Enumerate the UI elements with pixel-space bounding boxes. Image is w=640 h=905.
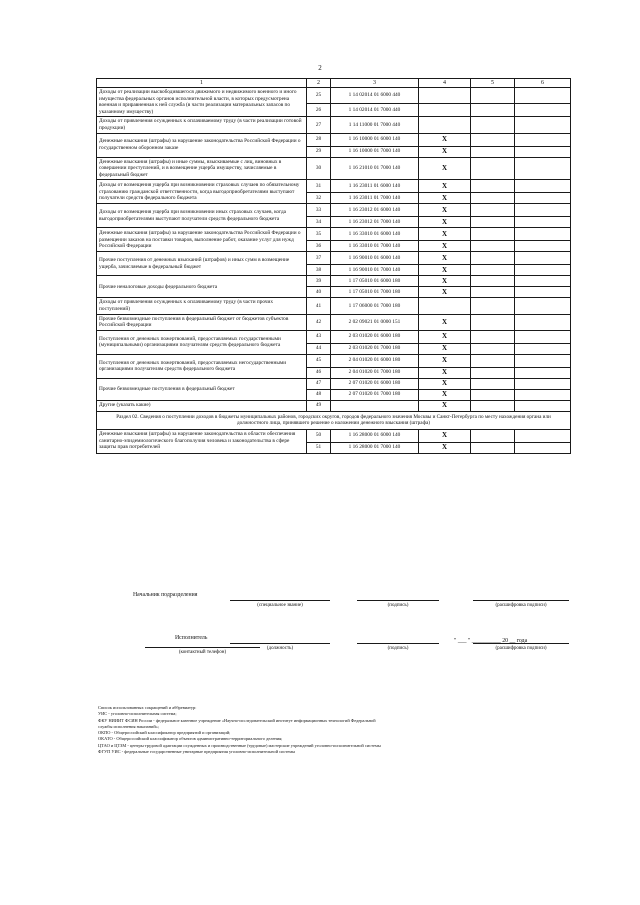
abbreviation-note: службы исполнения наказаний»; [98,723,160,729]
section-02-row [97,411,571,429]
empty-column-6 [515,146,571,157]
head-label: Начальник подразделения [133,592,198,598]
row-number: 36 [307,241,331,252]
abbreviation-note: УИС - уголовно-исполнительная система; [98,711,177,717]
empty-column-6 [515,276,571,287]
mark-column-4: X [419,287,471,298]
empty-column-6 [515,343,571,354]
empty-column-5 [471,103,515,116]
empty-column-6 [515,103,571,116]
row-number: 39 [307,276,331,287]
empty-column-5 [471,354,515,367]
empty-column-5 [471,265,515,276]
empty-column-6 [515,157,571,180]
row-description: Прочие поступления от денежных взысканий (штрафов) и иных сумм в возмещение ущерба, зачисляемые в федеральный бюджет [97,252,307,276]
mark-column-4: X [419,330,471,343]
budget-code: 1 14 11000 01 7000 440 [331,117,419,133]
phone-caption: (контактный телефон) [178,650,227,655]
column-header: 2 [307,79,331,88]
row-description: Доходы от возмещения ущерба при возникновении иных страховых случаев, когда выгодоприобретателями выступают получатели средств федерального бюджета [97,204,307,228]
row-number: 34 [307,217,331,228]
executor-signature-line [357,643,439,644]
budget-code: 1 16 28000 01 6000 140 [331,429,419,442]
budget-code: 2 07 01020 01 7000 180 [331,389,419,400]
empty-column-6 [515,217,571,228]
budget-code: 2 03 01020 01 6000 180 [331,330,419,343]
column-header: 6 [515,79,571,88]
row-description: Поступления от денежных пожертвований, предоставляемых государственными (муниципальными) организациями получателям средств федерального бюджета [97,330,307,354]
table-row [97,330,571,343]
empty-column-5 [471,367,515,378]
empty-column-6 [515,180,571,193]
row-description: Денежные взыскания (штрафы) за нарушение законодательства Российской Федерации о государственном оборонном заказе [97,133,307,157]
mark-column-4: X [419,193,471,204]
empty-column-5 [471,228,515,241]
row-description: Другие (указать какие) [97,400,307,411]
budget-code: 2 03 01020 01 7000 180 [331,343,419,354]
empty-column-6 [515,389,571,400]
column-header: 1 [97,79,307,88]
head-decode-line [473,600,569,601]
row-number: 44 [307,343,331,354]
executor-position-line [230,643,330,644]
abbreviation-note: ОКПО - Общероссийский классификатор предприятий и организаций; [98,730,231,736]
mark-column-4: X [419,252,471,265]
head-decode-caption: (расшифровка подписи) [495,603,547,608]
empty-column-5 [471,330,515,343]
table-row [97,117,571,133]
empty-column-5 [471,343,515,354]
column-header: 4 [419,79,471,88]
mark-column-4: X [419,442,471,453]
table-row [97,314,571,330]
empty-column-6 [515,400,571,411]
abbreviation-note: Список использованных сокращений и аббревиатур: [98,705,197,710]
abbreviation-note: ФКУ НИИИТ ФСИН России - федеральное казенное учреждение «Научно-исследовательский институт информационных технологий Федеральной [98,717,376,723]
empty-column-5 [471,241,515,252]
row-number: 37 [307,252,331,265]
row-description: Денежные взыскания (штрафы) за нарушение законодательства Российской Федерации о размещении заказов на поставки товаров, выполнение работ, оказание услуг для нужд Российской Федерации [97,228,307,252]
row-number: 30 [307,157,331,180]
table-header-row [97,79,571,88]
budget-code: 1 16 33010 01 6000 140 [331,228,419,241]
table-row [97,298,571,314]
empty-column-5 [471,146,515,157]
row-number: 26 [307,103,331,116]
row-description: Поступления от денежных пожертвований, предоставляемых негосударственными организациями получателям средств федерального бюджета [97,354,307,378]
row-number: 27 [307,117,331,133]
mark-column-4 [419,103,471,116]
empty-column-6 [515,287,571,298]
budget-code: 1 16 90010 01 6000 140 [331,252,419,265]
table-row [97,378,571,389]
mark-column-4: X [419,180,471,193]
row-number: 41 [307,298,331,314]
table-row [97,252,571,265]
row-description: Доходы от привлечения осужденных к оплачиваемому труду (в части прочих поступлений) [97,298,307,314]
head-rank-line [230,600,330,601]
mark-column-4: X [419,133,471,146]
row-description: Прочие безвозмездные поступления в федеральный бюджет [97,378,307,400]
budget-code: 1 16 10000 01 7000 140 [331,146,419,157]
executor-position-caption: (должность) [266,646,294,651]
abbreviations-list [98,705,568,755]
budget-code: 2 04 01020 01 7000 180 [331,367,419,378]
budget-code: 1 16 10000 01 6000 140 [331,133,419,146]
budget-code: 1 16 23012 01 6000 140 [331,204,419,217]
table-row [97,276,571,287]
row-number: 32 [307,193,331,204]
mark-column-4: X [419,241,471,252]
empty-column-5 [471,389,515,400]
budget-code: 2 02 09021 01 0000 151 [331,314,419,330]
row-description: Доходы от привлечения осужденных к оплачиваемому труду (в части реализации готовой продукции) [97,117,307,133]
head-rank-caption: (специальное звание) [257,603,303,608]
head-signature-line [357,600,439,601]
mark-column-4 [419,117,471,133]
row-number: 49 [307,400,331,411]
row-description: Прочие неналоговые доходы федерального бюджета [97,276,307,298]
phone-line [145,647,260,648]
budget-code: 2 04 01020 01 6000 180 [331,354,419,367]
mark-column-4: X [419,276,471,287]
column-header: 5 [471,79,515,88]
table-row [97,228,571,241]
budget-code: 1 14 02014 01 6000 440 [331,88,419,104]
row-description: Доходы от возмещения ущерба при возникновении страховых случаев по обязательному страхованию гражданской ответственности, когда выгодоприобретателями выступают получатели средств федерального бюджета [97,180,307,204]
row-number: 28 [307,133,331,146]
row-number: 50 [307,429,331,442]
empty-column-5 [471,314,515,330]
mark-column-4: X [419,146,471,157]
budget-code: 1 16 23011 01 6000 140 [331,180,419,193]
table-row [97,354,571,367]
table-row [97,429,571,442]
budget-code: 1 17 06000 01 7000 180 [331,298,419,314]
row-number: 45 [307,354,331,367]
budget-code: 1 16 33010 01 7000 140 [331,241,419,252]
row-description: Денежные взыскания (штрафы) и иные суммы, взыскиваемые с лиц, виновных в совершении преступлений, и в возмещение ущерба имуществу, зачисляемые в федеральный бюджет [97,157,307,180]
empty-column-5 [471,204,515,217]
mark-column-4: X [419,367,471,378]
mark-column-4: X [419,314,471,330]
row-number: 25 [307,88,331,104]
empty-column-6 [515,298,571,314]
empty-column-6 [515,133,571,146]
budget-code: 1 14 02014 01 7000 440 [331,103,419,116]
empty-column-5 [471,378,515,389]
mark-column-4: X [419,354,471,367]
budget-code: 1 17 05010 01 7000 180 [331,287,419,298]
mark-column-4: X [419,228,471,241]
empty-column-6 [515,204,571,217]
executor-label: Исполнитель [175,635,208,641]
empty-column-6 [515,252,571,265]
empty-column-6 [515,117,571,133]
row-description: Доходы от реализации высвободившегося движимого и недвижимого военного и иного имущества федеральных органов исполнительной власти, в которых предусмотрена военная и приравненная к ней служба (в части реализации материальных запасов по указанному имуществу) [97,88,307,117]
mark-column-4: X [419,400,471,411]
empty-column-6 [515,330,571,343]
mark-column-4: X [419,343,471,354]
empty-column-5 [471,157,515,180]
mark-column-4: X [419,204,471,217]
empty-column-6 [515,241,571,252]
budget-code: 1 16 28000 01 7000 140 [331,442,419,453]
empty-column-5 [471,117,515,133]
budget-code: 1 16 23011 01 7000 140 [331,193,419,204]
empty-column-5 [471,298,515,314]
empty-column-6 [515,354,571,367]
row-number: 51 [307,442,331,453]
table-row [97,204,571,217]
revenue-table [96,78,571,454]
table-row [97,180,571,193]
budget-code [331,400,419,411]
row-number: 33 [307,204,331,217]
table-row [97,133,571,146]
empty-column-6 [515,378,571,389]
empty-column-5 [471,276,515,287]
empty-column-5 [471,133,515,146]
budget-code: 1 16 21010 01 7000 140 [331,157,419,180]
row-number: 46 [307,367,331,378]
mark-column-4 [419,298,471,314]
row-number: 40 [307,287,331,298]
empty-column-6 [515,442,571,453]
row-number: 48 [307,389,331,400]
empty-column-5 [471,442,515,453]
row-description: Прочие безвозмездные поступления в федеральный бюджет от бюджетов субъектов Российской Федерации [97,314,307,330]
row-number: 38 [307,265,331,276]
column-header: 3 [331,79,419,88]
empty-column-6 [515,88,571,104]
empty-column-6 [515,429,571,442]
row-number: 35 [307,228,331,241]
empty-column-6 [515,228,571,241]
row-description: Денежные взыскания (штрафы) за нарушение законодательства в области обеспечения санитарно-эпидемиологического благополучия человека и законодательства в сфере защиты прав потребителей [97,429,307,453]
table-row [97,157,571,180]
empty-column-5 [471,217,515,228]
executor-decode-caption: (расшифровка подписи) [495,646,547,651]
section-02-title: Раздел 02. Сведения о поступлении доходов в бюджеты муниципальных районов, городских округов, городов федерального значения Москвы и Санкт-Петербурга по месту нахождения органа или должностного лица, принявшего решение о наложении денежного взыскания (штрафа) [97,411,571,429]
budget-code: 2 07 01020 01 6000 180 [331,378,419,389]
budget-code: 1 16 90010 01 7000 140 [331,265,419,276]
empty-column-5 [471,429,515,442]
table-row [97,400,571,411]
empty-column-5 [471,180,515,193]
empty-column-5 [471,400,515,411]
mark-column-4: X [419,429,471,442]
abbreviation-note: ФГУП УИС - федеральные государственные унитарные предприятия уголовно-исполнительной системы [98,749,296,755]
mark-column-4: X [419,265,471,276]
abbreviation-note: ОКАТО - Общероссийский классификатор объектов административно-территориального деления; [98,736,283,742]
abbreviation-note: ЦТАО и ЦТЗМ - центры трудовой адаптации осужденных и производственные (трудовые) мастерские учреждений уголовно-исполнительной системы [98,742,381,748]
empty-column-6 [515,314,571,330]
mark-column-4 [419,88,471,104]
table-row [97,88,571,104]
empty-column-5 [471,193,515,204]
executor-signature-caption: (подпись) [387,646,409,651]
empty-column-5 [471,287,515,298]
empty-column-6 [515,367,571,378]
head-signature-caption: (подпись) [387,603,409,608]
row-number: 43 [307,330,331,343]
mark-column-4: X [419,378,471,389]
row-number: 29 [307,146,331,157]
row-number: 42 [307,314,331,330]
mark-column-4: X [419,389,471,400]
row-number: 31 [307,180,331,193]
mark-column-4: X [419,157,471,180]
empty-column-6 [515,193,571,204]
page-number: 2 [318,64,322,72]
empty-column-5 [471,252,515,265]
row-number: 47 [307,378,331,389]
budget-code: 1 16 23012 01 7000 140 [331,217,419,228]
budget-code: 1 17 05010 01 6000 180 [331,276,419,287]
date-field: " ___ " __________ 20 __ года [454,638,528,644]
mark-column-4: X [419,217,471,228]
empty-column-5 [471,88,515,104]
empty-column-6 [515,265,571,276]
